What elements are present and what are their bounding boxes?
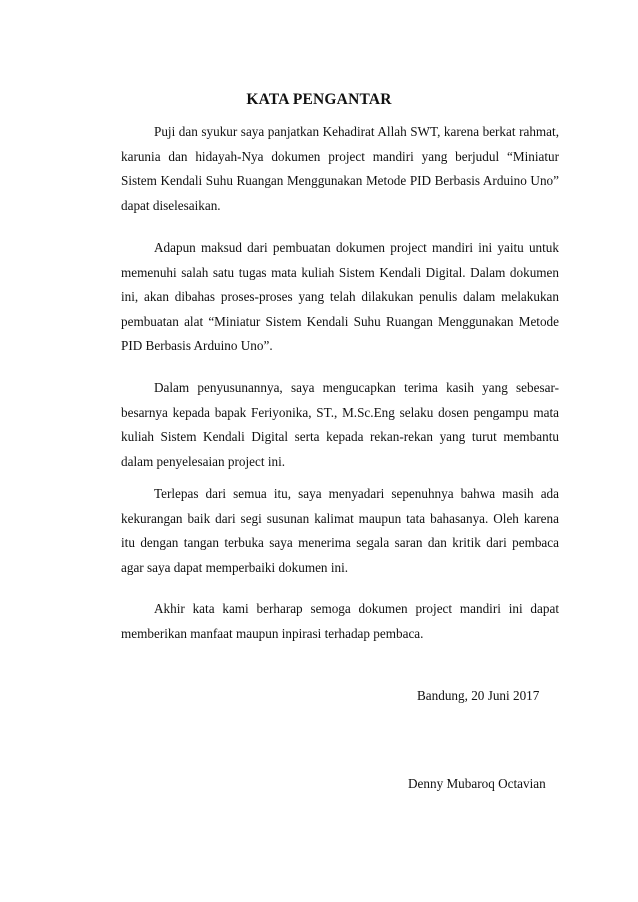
author-name: Denny Mubaroq Octavian bbox=[408, 776, 546, 791]
place-date: Bandung, 20 Juni 2017 bbox=[417, 688, 540, 703]
paragraph-shortcomings: Terlepas dari semua itu, saya menyadari sepenuhnya bahwa masih ada kekurangan baik dari segi susunan kalimat maupun tata bahasanya. Oleh karena itu dengan tangan terbuka saya menerima segala saran dan kritik dari pembaca agar saya dapat memperbaiki dokumen ini. bbox=[121, 486, 559, 575]
paragraph-gratitude: Puji dan syukur saya panjatkan Kehadirat Allah SWT, karena berkat rahmat, karunia dan hidayah-Nya dokumen project mandiri yang berjudul “Miniatur Sistem Kendali Suhu Ruangan Menggunakan Metode PID Berbasis Arduino Uno” dapat diselesaikan. bbox=[121, 124, 559, 213]
paragraph-closing: Akhir kata kami berharap semoga dokumen project mandiri ini dapat memberikan manfaat maupun inpirasi terhadap pembaca. bbox=[121, 601, 559, 641]
page-title: KATA PENGANTAR bbox=[246, 91, 392, 108]
paragraph-purpose: Adapun maksud dari pembuatan dokumen project mandiri ini yaitu untuk memenuhi salah satu tugas mata kuliah Sistem Kendali Digital. Dalam dokumen ini, akan dibahas proses-proses yang telah dilakukan penulis dalam melakukan pembuatan alat “Miniatur Sistem Kendali Suhu Ruangan Menggunakan Metode PID Berbasis Arduino Uno”. bbox=[121, 240, 559, 353]
paragraph-acknowledgement: Dalam penyusunannya, saya mengucapkan terima kasih yang sebesar-besarnya kepada bapak Feriyonika, ST., M.Sc.Eng selaku dosen pengampu mata kuliah Sistem Kendali Digital serta kepada rekan-rekan yang turut membantu dalam penyelesaian project ini. bbox=[121, 380, 559, 469]
